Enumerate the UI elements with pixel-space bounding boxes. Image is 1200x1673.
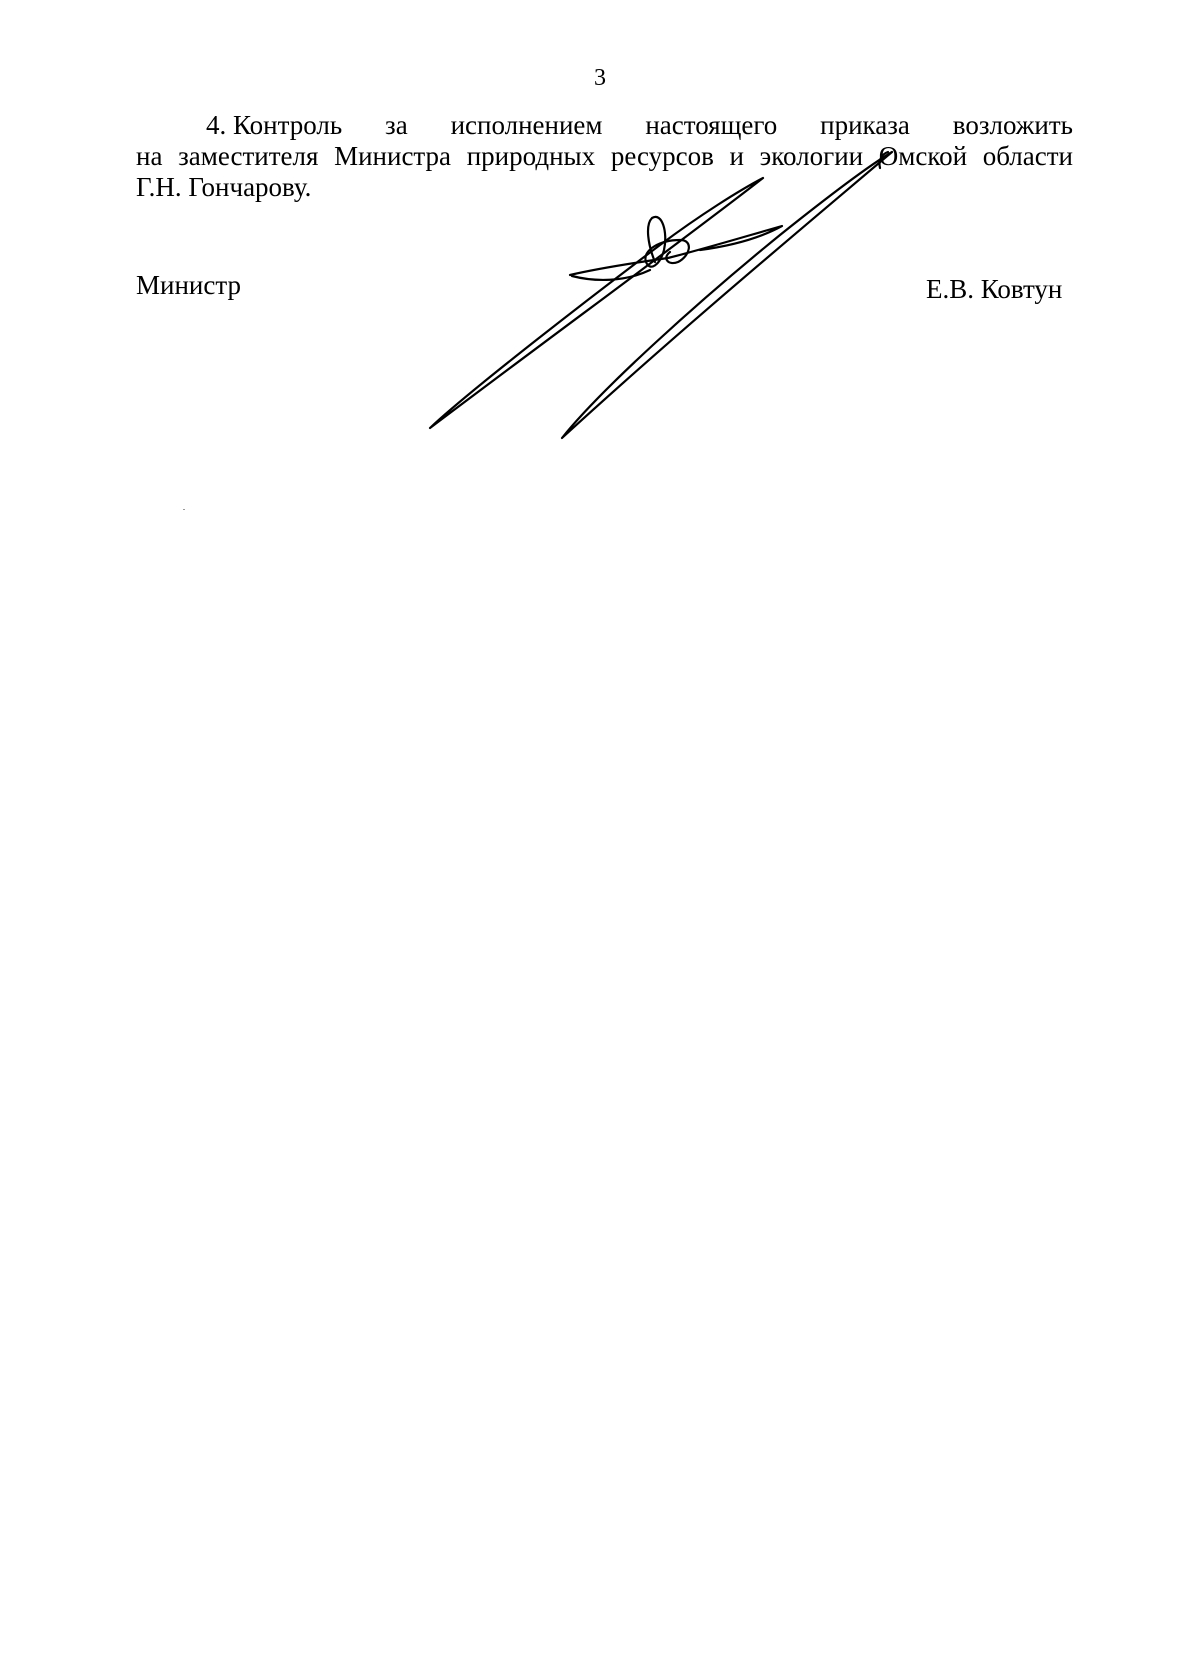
paragraph-word: и <box>729 141 744 171</box>
paragraph-word: Омской <box>878 141 968 171</box>
paragraph-line-2 <box>136 141 1073 172</box>
paragraph-word: природных <box>466 141 596 171</box>
paragraph-word: исполнением <box>450 110 603 140</box>
paragraph-control-clause <box>136 110 1073 203</box>
signature-stroke <box>645 217 688 267</box>
paragraph-word: ресурсов <box>610 141 714 171</box>
paragraph-word: на <box>136 141 163 171</box>
paragraph-word: заместителя <box>178 141 319 171</box>
paragraph-word: Министра <box>334 141 452 171</box>
paragraph-line-3: Г.Н. Гончарову. <box>136 172 312 202</box>
paragraph-word: настоящего <box>645 110 778 140</box>
signature-stroke <box>572 270 650 280</box>
signatory-title: Министр <box>136 270 241 300</box>
signature-stroke <box>570 226 782 275</box>
paragraph-word: 4. Контроль <box>206 110 343 140</box>
paragraph-word: возложить <box>952 110 1073 140</box>
paragraph-word: приказа <box>820 110 910 140</box>
paragraph-word: области <box>982 141 1073 171</box>
scan-speck <box>183 509 185 510</box>
signature-stroke <box>430 178 763 428</box>
paragraph-line-1 <box>136 110 1073 141</box>
signatory-name: Е.В. Ковтун <box>926 274 1063 304</box>
page-number: 3 <box>594 65 606 91</box>
paragraph-word: экологии <box>759 141 864 171</box>
paragraph-word: за <box>385 110 408 140</box>
